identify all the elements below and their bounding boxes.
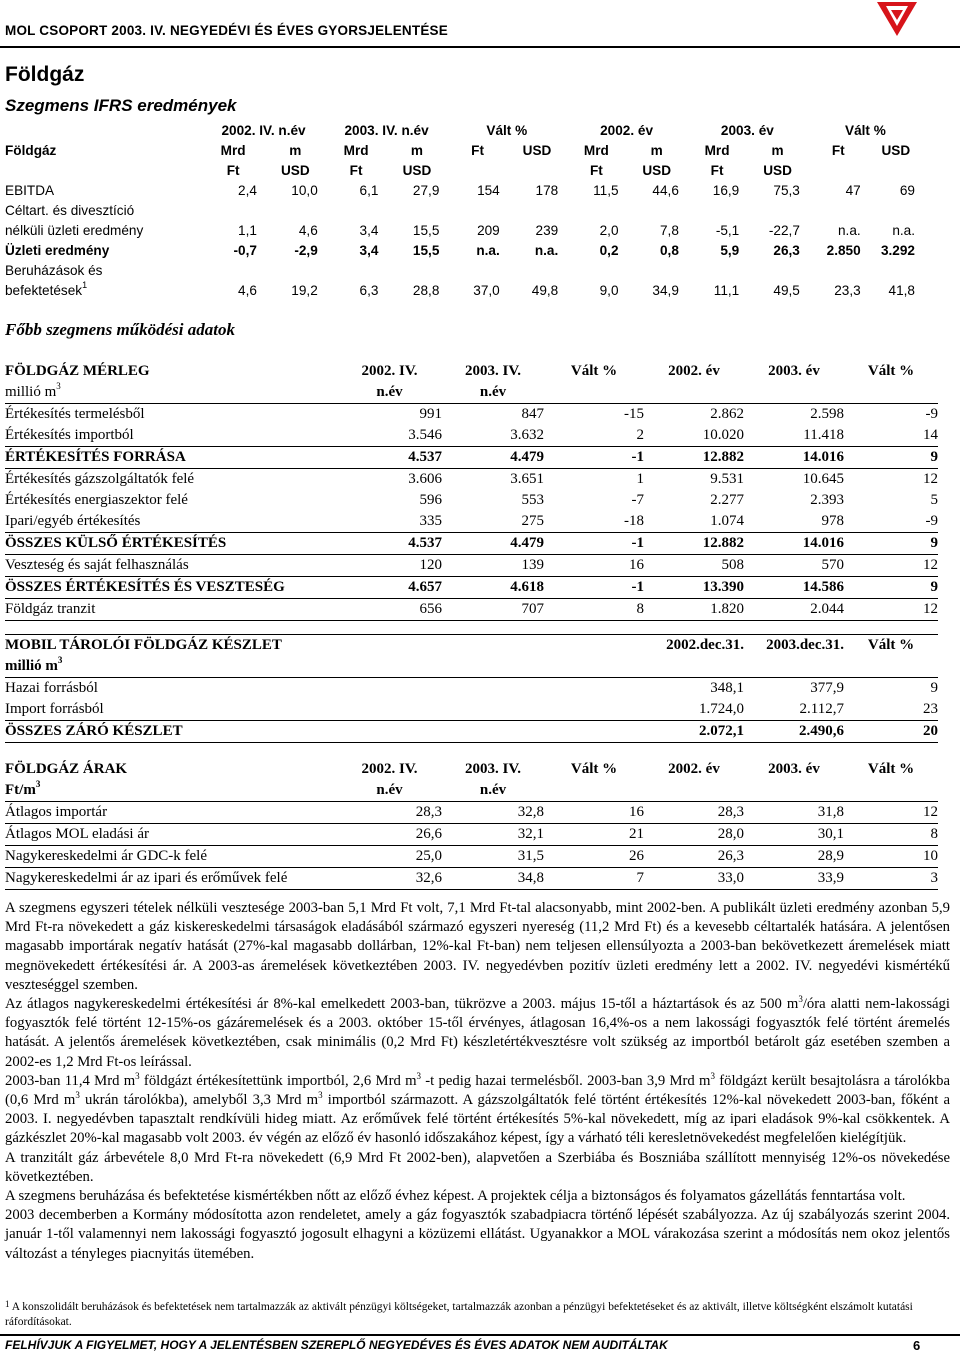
paragraph: 2003 decemberben a Kormány módosította azon rendeletet, amely a gáz fogyasztók szabadpiacra történő lépését szabályozza. Az új szabályozás szerint 2004. január 1-től valamennyi nem lakossági fogyasztó jogosult elhagyni a közüzemi ellátást. Ugyanakkor a MOL várakozása szerint a módosítás nem okoz jelentős változást a tényleges piacnyitás ütemében. (5, 1207, 950, 1262)
cell-value: 14.586 (744, 577, 844, 599)
unit: Ft (589, 163, 603, 178)
unit: Ft (226, 163, 240, 178)
row-label: EBITDA (5, 183, 55, 198)
cell-value: n.a. (476, 243, 500, 258)
cell-value: 178 (535, 183, 559, 198)
cell-value: 2,0 (599, 223, 619, 238)
cell-value: -2,9 (294, 243, 318, 258)
unit: USD (642, 163, 672, 178)
segment-row (5, 181, 923, 201)
cell-value: 3.651 (510, 471, 544, 487)
balance-row (5, 490, 938, 511)
price-unit: $Ft/m^3$ (5, 780, 337, 802)
unit: Ft (349, 163, 363, 178)
footer-note: FELHÍVJUK A FIGYELMET, HOGY A JELENTÉSBEN SZEREPLŐ NEGYEDÉVES ÉS ÉVES ADATOK NEM AUDITÁLTAK (5, 1338, 668, 1352)
cell-value: 2 (544, 425, 644, 447)
report-header: MOL CSOPORT 2003. IV. NEGYEDÉVI ÉS ÉVES GYORSJELENTÉSE (5, 23, 448, 38)
paragraph: Az átlagos nagykereskedelmi értékesítési ár 8%-kal emelkedett 2003-ban, tükrözve a 2003. május 15-től a háztartások és az 500 $m^3$/óra alatti nem-lakossági fogyasztók felé történt 12-15%-os gázáremelések és a 2003. október 15-től érvényes, átlagosan 16,4%-os a nem lakossági fogyasztók felé történt áremelés hatását. A jelentős áremelések következtében, csak minimális (0,2 Mrd Ft) készletértékvesztésre volt szükség az importból betárolt gáz esetében szemben a 2002-es 1,2 Mrd Ft-os leírással. (5, 994, 950, 1070)
col-head: Vált % (570, 761, 618, 777)
cell-value: 4.657 (337, 577, 442, 599)
col-head: 2002. IV. n.év (221, 123, 306, 138)
cell-value: 32,8 (442, 802, 544, 824)
cell-value: 553 (521, 492, 544, 508)
segment-row (5, 221, 923, 241)
cell-value: 5 (930, 492, 938, 508)
unit: USD (280, 163, 310, 178)
row-label: Értékesítés termelésből (5, 406, 145, 422)
cell-value: 28,3 (644, 802, 744, 824)
price-head-1 (5, 759, 938, 780)
paragraph: 2003-ban 11,4 Mrd $m^3$ földgázt értékesítettünk importból, 2,6 Mrd $m^3$ -t pedig hazai termelésből. 2003-ban 3,9 Mrd $m^3$ földgázt került besajtolásra a tárolókba (0,6 Mrd $m^3$ ukrán tárolókba), amelyből 3,3 Mrd $m^3$ importból származott. A gázszolgáltatók felé történt értékesítés 12%-kal növekedett 2003-ban, főként a 2003. I. negyedévben tapasztalt rendkívüli hideg miatt. Az erőművek felé történt értékesítés 5%-kal növekedett, míg az ipari eladások 9%-kal csökkentek. A gázkészlet 20%-kal magasabb volt 2003. év végén az előző év hasonló időszakához képest, így a várható téli keresletnövekedést megfelelően kielégítjük. (5, 1070, 950, 1147)
cell-value: 31,8 (744, 802, 844, 824)
cell-value: 49,5 (773, 283, 800, 298)
col-head: Vált % (844, 635, 938, 657)
cell-value: 2.490,6 (744, 721, 844, 743)
col-head: 2003.dec.31. (744, 635, 844, 657)
cell-value: n.a. (892, 223, 915, 238)
cell-value: 12.882 (644, 533, 744, 555)
cell-value: 2.112,7 (744, 699, 844, 721)
cell-value: 7,8 (659, 223, 679, 238)
paragraph: A tranzitált gáz árbevétele 8,0 Mrd Ft-ra növekedett (6,9 Mrd Ft 2002-ben), alapvetően a Szerbiába és Boszniába szállított mennyiség 12%-os növekedése következtében. (5, 1149, 950, 1185)
price-head-2 (5, 780, 938, 802)
cell-value: 21 (544, 824, 644, 846)
cell-value: 26 (544, 846, 644, 868)
cell-value: 32,1 (442, 824, 544, 846)
cell-value: 1.820 (644, 599, 744, 621)
balance-unit: millió $m^3$ (5, 382, 337, 404)
cell-value: 377,9 (810, 680, 844, 696)
cell-value: 11.418 (744, 425, 844, 447)
cell-value: 10.645 (802, 471, 844, 487)
cell-value: 3.606 (408, 471, 442, 487)
cell-value: 26,3 (644, 846, 744, 868)
cell-value: 69 (899, 183, 915, 198)
cell-value: 4.618 (442, 577, 544, 599)
cell-value: 11,1 (713, 283, 740, 298)
cell-value: 596 (419, 492, 442, 508)
cell-value: 12 (844, 802, 938, 824)
cell-value: 32,6 (337, 868, 442, 890)
col-head: 2003. IV. (465, 363, 521, 379)
col-head: 2003. IV. (465, 761, 521, 777)
row-label: Értékesítés importból (5, 425, 337, 447)
cell-value: 12 (844, 599, 938, 621)
col-head: 2002. IV. (361, 363, 418, 379)
cell-value: 707 (442, 599, 544, 621)
unit: Mrd (220, 143, 246, 158)
paragraph: A szegmens beruházása és befektetése kismértékben nőtt az előző évhez képest. A projektek célja a biztonságos és folyamatos gázellátás fenntartása volt. (5, 1188, 906, 1205)
unit: Ft (471, 143, 484, 158)
cell-value: 8 (544, 599, 644, 621)
row-label: Értékesítés gázszolgáltatók felé (5, 471, 195, 487)
cell-value: 3,4 (359, 223, 379, 238)
cell-value: 2.598 (810, 406, 844, 422)
cell-value: 33,0 (644, 868, 744, 890)
cell-value: 34,8 (442, 868, 544, 890)
segment-title: Szegmens IFRS eredmények (5, 96, 237, 115)
balance-row (5, 599, 938, 621)
segment-head-1 (5, 121, 923, 141)
unit: m (289, 143, 302, 158)
cell-value: 154 (477, 183, 500, 198)
segment-row-label (5, 261, 923, 281)
cell-value: -18 (544, 511, 644, 533)
header-rule (0, 46, 960, 48)
cell-value: 14.016 (744, 447, 844, 469)
cell-value: 2.862 (710, 406, 744, 422)
cell-value: 3,4 (359, 243, 379, 258)
unit: Ft (831, 143, 845, 158)
segment-table (5, 121, 923, 301)
cell-value: 209 (477, 223, 500, 238)
cell-value: 275 (442, 511, 544, 533)
col-head: 2002. év (668, 363, 720, 379)
cell-value: 16,9 (712, 183, 740, 198)
price-title: FÖLDGÁZ ÁRAK (5, 761, 128, 777)
cell-value: 978 (744, 511, 844, 533)
row-label: Átlagos importár (5, 802, 337, 824)
cell-value: 14.016 (744, 533, 844, 555)
footer-rule (0, 1334, 960, 1336)
cell-value: 2.044 (744, 599, 844, 621)
cell-value: 16 (544, 555, 644, 577)
cell-value: 120 (337, 555, 442, 577)
storage-head-1 (5, 635, 938, 657)
cell-value: n.a. (838, 223, 861, 238)
unit: Ft (710, 163, 724, 178)
cell-value: 1,1 (238, 223, 257, 238)
row-label: ÖSSZES ÉRTÉKESÍTÉS ÉS VESZTESÉG (5, 577, 337, 599)
cell-value: 9 (844, 447, 938, 469)
cell-value: -5,1 (715, 223, 740, 238)
cell-value: 9 (844, 577, 938, 599)
cell-value: 23,3 (834, 283, 861, 298)
cell-value: 28,3 (337, 802, 442, 824)
cell-value: 15,5 (412, 243, 440, 258)
storage-row (5, 721, 938, 743)
cell-value: 9 (930, 680, 938, 696)
row-label: Veszteség és saját felhasználás (5, 555, 337, 577)
storage-title: MOBIL TÁROLÓI FÖLDGÁZ KÉSZLET (5, 635, 644, 657)
col-head: 2003. IV. n.év (344, 123, 429, 138)
cell-value: 12 (844, 555, 938, 577)
col-head: Vált % (570, 363, 618, 379)
cell-value: 23 (844, 699, 938, 721)
cell-value: n.a. (534, 243, 559, 258)
cell-value: 3.546 (337, 425, 442, 447)
col-head: 2002. év (668, 761, 720, 777)
cell-value: 26,6 (337, 824, 442, 846)
page-number: 6 (913, 1338, 921, 1353)
cell-value: 6,3 (359, 283, 379, 298)
cell-value: 10 (844, 846, 938, 868)
unit: m (410, 143, 423, 158)
cell-value: 9,0 (599, 283, 619, 298)
cell-value: 4,6 (298, 223, 318, 238)
cell-value: 11,5 (593, 183, 619, 198)
storage-table (5, 634, 938, 743)
cell-value: 847 (521, 406, 544, 422)
cell-value: 7 (544, 868, 644, 890)
row-label: Import forrásból (5, 699, 644, 721)
row-label: Hazai forrásból (5, 680, 98, 696)
row-label: Átlagos MOL eladási ár (5, 824, 337, 846)
cell-value: 28,8 (412, 283, 440, 298)
row-label: Földgáz tranzit (5, 599, 337, 621)
cell-value: 4,6 (238, 283, 257, 298)
unit: Mrd (704, 143, 730, 158)
storage-head-2 (5, 656, 938, 678)
balance-row (5, 447, 938, 469)
cell-value: 5,9 (720, 243, 740, 258)
row-label: Nagykereskedelmi ár az ipari és erőművek felé (5, 868, 337, 890)
col-head: n.év (442, 780, 544, 802)
cell-value: 2.850 (826, 243, 861, 258)
cell-value: 10,0 (291, 183, 318, 198)
row-head: Földgáz (5, 143, 57, 158)
row-label: Ipari/egyéb értékesítés (5, 511, 337, 533)
cell-value: 1.074 (644, 511, 744, 533)
col-head: 2002.dec.31. (644, 635, 744, 657)
cell-value: 37,0 (473, 283, 500, 298)
col-head: 2003. év (768, 363, 820, 379)
col-head: n.év (337, 382, 442, 404)
cell-value: 4.537 (337, 447, 442, 469)
balance-row (5, 404, 938, 426)
col-head: 2002. év (600, 123, 654, 138)
cell-value: 2.277 (710, 492, 744, 508)
cell-value: 0,2 (599, 243, 619, 258)
cell-value: 239 (535, 223, 559, 238)
col-head: 2003. év (720, 123, 774, 138)
cell-value: 0,8 (659, 243, 679, 258)
col-head: n.év (337, 780, 442, 802)
col-head: 2002. IV. (361, 761, 418, 777)
cell-value: 4.479 (442, 447, 544, 469)
cell-value: -1 (544, 577, 644, 599)
cell-value: -9 (925, 406, 938, 422)
unit: USD (522, 143, 552, 158)
section-title: Földgáz (5, 63, 85, 86)
cell-value: 34,9 (652, 283, 679, 298)
cell-value: 10.020 (644, 425, 744, 447)
col-head: 2003. év (768, 761, 820, 777)
cell-value: 3 (844, 868, 938, 890)
cell-value: 25,0 (337, 846, 442, 868)
cell-value: -15 (624, 406, 644, 422)
storage-row (5, 678, 938, 700)
price-row (5, 824, 938, 846)
col-head: Vált % (867, 363, 915, 379)
unit: USD (763, 163, 792, 178)
cell-value: 335 (337, 511, 442, 533)
cell-value: 9 (844, 533, 938, 555)
cell-value: 41,8 (888, 283, 915, 298)
footnote: $^1$ A konszolidált beruházások és befektetések nem tartalmazzák az aktivált pénzügyi költségeket, tartalmazzák azonban a pénzügyi befektetéseket és az aktivált, illetve költségként elszámolt kutatási ráfordításokat. (5, 1299, 913, 1328)
price-row (5, 802, 938, 824)
cell-value: 28,0 (644, 824, 744, 846)
cell-value: 1.724,0 (644, 699, 744, 721)
row-label: befektetések$^1$ (5, 280, 88, 298)
row-label: ÖSSZES ZÁRÓ KÉSZLET (5, 721, 644, 743)
segment-row (5, 281, 923, 301)
cell-value: 139 (442, 555, 544, 577)
cell-value: -1 (544, 447, 644, 469)
paragraph: A szegmens egyszeri tételek nélküli vesztesége 2003-ban 5,1 Mrd Ft volt, 7,1 Mrd Ft-tal alacsonyabb, mint 2002-ben. A publikált üzleti eredmény azonban 5,9 Mrd Ft-ra növekedett a gáz kiskereskedelmi társaságok eladásából származó egyszeri nyereség (11,2 Mrd Ft) és a kevesebb céltartalék hatására. A jelentősen magasabb importárak negatív hatását (27%-kal magasabb dollárban, 12%-kal Ft-ban) nem teljesen ellensúlyozta a 2003-ban bekövetkezett áremelések miatt megnövekedett értékesítési ár. A 2003-as áremelések következtében 2003. IV. negyedévben pozitív üzleti eredmény lett a 2002. IV. negyedévi kismértékű veszteséggel szemben. (5, 900, 950, 993)
cell-value: -1 (544, 533, 644, 555)
segment-head-2 (5, 141, 923, 161)
cell-value: 2.393 (810, 492, 844, 508)
balance-row (5, 533, 938, 555)
cell-value: -7 (631, 492, 644, 508)
balance-row (5, 469, 938, 491)
row-label: nélküli üzleti eredmény (5, 223, 144, 238)
cell-value: 3.632 (442, 425, 544, 447)
storage-unit: millió $m^3$ (5, 656, 644, 678)
cell-value: 44,6 (652, 183, 679, 198)
col-head: Vált % (845, 123, 886, 138)
col-head: n.év (442, 382, 544, 404)
cell-value: 26,3 (773, 243, 800, 258)
unit: m (771, 143, 784, 158)
balance-row (5, 425, 938, 447)
row-label: Céltart. és divesztíció (5, 203, 135, 218)
cell-value: 31,5 (442, 846, 544, 868)
row-label: ÉRTÉKESÍTÉS FORRÁSA (5, 447, 337, 469)
cell-value: 12 (923, 471, 938, 487)
balance-table (5, 361, 938, 621)
price-table (5, 759, 938, 890)
cell-value: 991 (419, 406, 442, 422)
unit: Mrd (343, 143, 369, 158)
cell-value: 20 (844, 721, 938, 743)
cell-value: -9 (844, 511, 938, 533)
cell-value: 2.072,1 (644, 721, 744, 743)
cell-value: 12.882 (644, 447, 744, 469)
balance-row (5, 577, 938, 599)
unit: USD (402, 163, 432, 178)
cell-value: 9.531 (710, 471, 744, 487)
cell-value: 33,9 (744, 868, 844, 890)
storage-row (5, 699, 938, 721)
balance-title: FÖLDGÁZ MÉRLEG (5, 363, 150, 379)
cell-value: 16 (544, 802, 644, 824)
cell-value: 14 (844, 425, 938, 447)
price-row (5, 846, 938, 868)
cell-value: 30,1 (744, 824, 844, 846)
price-row (5, 868, 938, 890)
cell-value: 4.537 (337, 533, 442, 555)
row-label: Beruházások és (5, 263, 103, 278)
row-label: Üzleti eredmény (5, 243, 110, 258)
cell-value: 8 (844, 824, 938, 846)
row-label: Értékesítés energiaszektor felé (5, 492, 188, 508)
unit: m (650, 143, 663, 158)
cell-value: 656 (337, 599, 442, 621)
unit: USD (881, 143, 911, 158)
segment-row (5, 241, 923, 261)
cell-value: 570 (744, 555, 844, 577)
cell-value: 15,5 (412, 223, 440, 238)
cell-value: 508 (644, 555, 744, 577)
row-label: Nagykereskedelmi ár GDC-k felé (5, 846, 337, 868)
cell-value: 348,1 (710, 680, 744, 696)
cell-value: 6,1 (359, 183, 379, 198)
cell-value: 27,9 (412, 183, 440, 198)
cell-value: 3.292 (880, 243, 915, 258)
cell-value: 4.479 (442, 533, 544, 555)
cell-value: 49,8 (531, 283, 559, 298)
balance-head-2 (5, 382, 938, 404)
segment-row-label (5, 201, 923, 221)
cell-value: 13.390 (644, 577, 744, 599)
segment-head-3 (5, 161, 923, 181)
commentary (5, 899, 950, 1264)
cell-value: -0,7 (233, 243, 257, 258)
col-head: Vált % (867, 761, 915, 777)
cell-value: 2,4 (238, 183, 257, 198)
balance-head-1 (5, 361, 938, 382)
cell-value: 19,2 (291, 283, 318, 298)
cell-value: 28,9 (744, 846, 844, 868)
ops-title: Főbb szegmens működési adatok (5, 320, 235, 339)
col-head: Vált % (486, 123, 528, 138)
cell-value: 75,3 (773, 183, 800, 198)
mol-logo (877, 2, 917, 40)
cell-value: 47 (845, 183, 861, 198)
unit: Mrd (583, 143, 609, 158)
balance-row (5, 555, 938, 577)
cell-value: -22,7 (768, 223, 800, 238)
balance-row (5, 511, 938, 533)
row-label: ÖSSZES KÜLSŐ ÉRTÉKESÍTÉS (5, 533, 337, 555)
cell-value: 1 (636, 471, 644, 487)
